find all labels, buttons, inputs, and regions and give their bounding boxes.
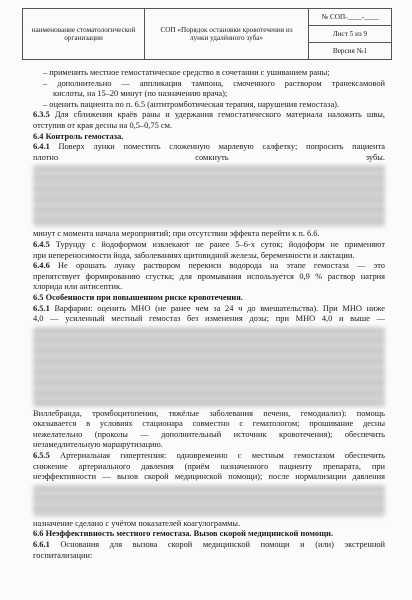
section-heading: 6.5 Особенности при повышенном риске кровотечения.: [33, 292, 243, 302]
clause-number: 6.5.5: [33, 451, 50, 461]
text-line: 6.3.5 Для сближения краёв раны и удержания гемостатического материала наложить швы,: [33, 110, 385, 120]
clause-number: 6.4.5: [33, 239, 50, 249]
text-line: 6.5.1 Варфарин: оценить МНО (не ранее чем за 24 ч до вмешательства). При МНО ниже: [33, 303, 385, 313]
text-line: при непереносимости йода, заболеваниях щитовидной железы, беременности и лактации.: [33, 250, 355, 260]
sop-title: СОП «Порядок остановки кровотечения из лунки удалённого зуба»: [160, 25, 293, 42]
text-line: 6.4.1 Поверх лунки поместить сложенную марлевую салфетку; попросить пациента: [33, 142, 385, 152]
clause-number: 6.5.1: [33, 303, 50, 313]
text-line: плотно сомкнуть зубы.: [33, 152, 385, 162]
text-line: 6.4.5 Турунду с йодоформом извлекают не ранее 5–6-х суток; йодоформ не применяют: [33, 239, 385, 249]
redacted-block: [33, 327, 385, 407]
text-line: – дополнительно — аппликация тампона, смоченного раствором транексамовой: [43, 78, 385, 88]
text-line: кислоты, на 15–20 минут (по назначению врача);: [53, 89, 228, 99]
text-line: хлорида или антисептик.: [33, 282, 123, 292]
redacted-block: [33, 485, 385, 517]
sop-title-cell: [145, 9, 309, 59]
text-line: назначение сделано с учётом показателей коагулограммы.: [33, 518, 241, 528]
text-line: – оценить пациента по п. 6.5 (антитромботическая терапия, нарушения гемостаза).: [43, 99, 340, 109]
clause-number: 6.4.1: [33, 142, 50, 152]
text-line: Виллебранда, тромбоцитопении, тяжёлые заболевания печени, гемодиализ): помощь: [33, 408, 385, 418]
redacted-block: [33, 165, 385, 227]
text-line: – применить местное гемостатическое средство в сочетании с ушиванием раны;: [43, 68, 330, 77]
text-line: незамедлительную маршрутизацию.: [33, 440, 163, 450]
org-name: наименование стоматологической организации: [31, 25, 136, 42]
org-name-cell: [23, 9, 145, 59]
text-line: нежелательно (проколы — дополнительный источник кровотечения); обеспечить: [33, 429, 385, 439]
text-line: 4,0 — усиленный местный гемостаз без изменения дозы; при МНО 4,0 и выше —: [33, 314, 385, 324]
text-line: минут с момента начала мероприятий; при отсутствии эффекта перейти к п. 6.6.: [33, 229, 320, 239]
sop-number: № СОП-____-____: [309, 9, 391, 26]
document-header-table: [22, 8, 392, 60]
text-line: 6.4.6 Не орошать лунку раствором перекиси водорода на этапе гемостаза — это: [33, 261, 385, 271]
text-line: препятствует формированию сгустка; для промывания используется 0,9 % раствор натрия: [33, 271, 385, 281]
text-line: 6.6.1 Основания для вызова скорой медицинской помощи и (или) экстренной: [33, 540, 385, 550]
document-body: [33, 68, 385, 561]
clause-number: 6.3.5: [33, 110, 50, 120]
section-heading: 6.6 Неэффективность местного гемостаза. Вызов скорой медицинской помощи.: [33, 529, 334, 539]
section-heading: 6.4 Контроль гемостаза.: [33, 131, 124, 141]
sop-meta-cell: [309, 9, 391, 59]
version-number: Версия №1: [332, 46, 368, 55]
text-line: 6.5.5 Артериальная гипертензия: одновременно с местным гемостазом обеспечить: [33, 451, 385, 461]
clause-number: 6.4.6: [33, 261, 50, 271]
text-line: оказывается в условиях стационара совместно с гематологом; прошивание десны: [33, 419, 385, 429]
text-line: отступив от края десны на 0,5–0,75 см.: [33, 120, 172, 130]
text-line: неэффективности — вызов скорой медицинской помощи); после нормализации давления: [33, 472, 385, 482]
clause-number: 6.6.1: [33, 540, 50, 550]
text-line: госпитализации:: [33, 550, 93, 560]
text-line: снижение артериального давления (приём назначенного пациенту препарата, при: [33, 461, 385, 471]
sheet-number: Лист 5 из 9: [309, 26, 391, 43]
